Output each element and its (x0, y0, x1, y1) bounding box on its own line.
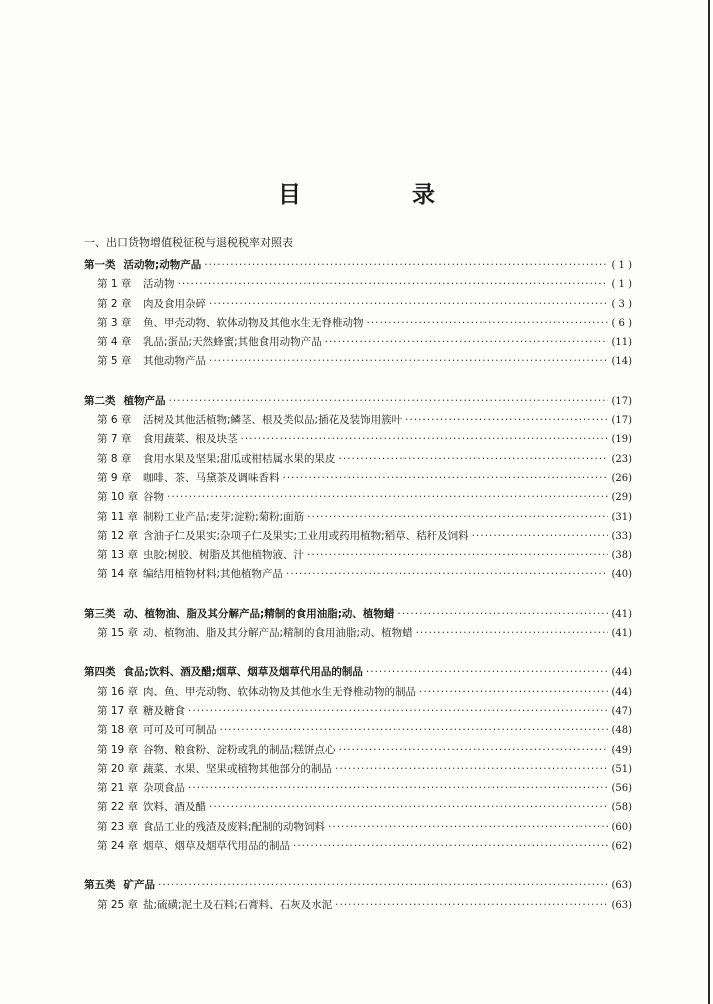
toc-entry-chapter[interactable] (84, 508, 632, 527)
chapter-title: 谷物 (143, 491, 164, 504)
page-title: 目 录 (278, 182, 479, 208)
leader-dots (220, 721, 609, 740)
page-number: (11) (611, 337, 632, 349)
chapter-number: 第 16 章 (97, 685, 139, 698)
leader-dots (209, 352, 608, 371)
chapter-title: 谷物、粮食粉、淀粉或乳的制品;糕饼点心 (143, 743, 336, 756)
page-number: ( 1 ) (611, 279, 632, 291)
page-number: (44) (611, 686, 632, 698)
chapter-title: 可可及可可制品 (143, 724, 217, 737)
category-title: 植物产品 (123, 394, 166, 407)
toc-entry-chapter[interactable] (84, 411, 632, 430)
category-1 (84, 256, 632, 372)
chapter-title: 活动物 (143, 278, 175, 291)
section-heading: 一、出口货物增值税征税与退税税率对照表 (84, 236, 293, 249)
leader-dots (419, 683, 608, 702)
category-number: 第二类 (84, 394, 116, 407)
toc-entry-chapter[interactable] (84, 760, 632, 779)
leader-dots (366, 663, 609, 682)
toc-entry-chapter[interactable] (84, 702, 632, 721)
leader-dots (397, 605, 608, 624)
leader-dots (169, 392, 609, 411)
toc-entry-chapter[interactable] (84, 741, 632, 760)
leader-dots (293, 837, 608, 856)
page-number: (17) (611, 395, 632, 407)
page-number: (31) (611, 511, 632, 523)
chapter-title: 虫胶;树胶、树脂及其他植物液、汁 (143, 549, 305, 562)
chapter-title: 肉及食用杂碎 (143, 297, 206, 310)
chapter-number: 第 7 章 (97, 433, 132, 446)
page-number: (62) (611, 841, 632, 853)
toc-entry-chapter[interactable] (84, 430, 632, 449)
toc-entry-category[interactable] (84, 605, 632, 624)
leader-dots (416, 624, 609, 643)
chapter-number: 第 14 章 (97, 568, 139, 581)
toc-entry-chapter[interactable] (84, 450, 632, 469)
page-number: (29) (611, 492, 632, 504)
leader-dots (167, 488, 608, 507)
toc-entry-chapter[interactable] (84, 295, 632, 314)
chapter-number: 第 5 章 (97, 355, 132, 368)
page-number: (58) (611, 802, 632, 814)
chapter-title: 含油子仁及果实;杂项子仁及果实;工业用或药用植物;稻草、秸秆及饲料 (143, 529, 469, 542)
toc-entry-category[interactable] (84, 256, 632, 275)
table-of-contents (84, 256, 632, 915)
category-3 (84, 605, 632, 644)
leader-dots (283, 469, 609, 488)
chapter-number: 第 21 章 (97, 782, 139, 795)
leader-dots (209, 295, 608, 314)
chapter-number: 第 12 章 (97, 529, 139, 542)
toc-entry-chapter[interactable] (84, 546, 632, 565)
page-number: ( 6 ) (611, 317, 632, 329)
toc-entry-chapter[interactable] (84, 779, 632, 798)
page-number: ( 1 ) (611, 260, 632, 271)
category-5 (84, 876, 632, 915)
chapter-number: 第 2 章 (97, 297, 132, 310)
page-number: (48) (611, 725, 632, 737)
chapter-number: 第 10 章 (97, 491, 139, 504)
chapter-title: 烟草、烟草及烟草代用品的制品 (143, 840, 290, 853)
leader-dots (472, 527, 609, 546)
toc-entry-category[interactable] (84, 876, 632, 895)
chapter-number: 第 18 章 (97, 724, 139, 737)
chapter-number: 第 22 章 (97, 801, 139, 814)
leader-dots (188, 702, 608, 721)
page-number: (23) (611, 453, 632, 465)
chapter-title: 杂项食品 (143, 782, 185, 795)
chapter-number: 第 17 章 (97, 704, 139, 717)
leader-dots (178, 275, 609, 294)
leader-dots (405, 411, 608, 430)
leader-dots (209, 798, 608, 817)
chapter-number: 第 8 章 (97, 452, 132, 465)
leader-dots (339, 741, 609, 760)
toc-entry-chapter[interactable] (84, 896, 632, 915)
page-number: (19) (611, 434, 632, 446)
chapter-number: 第 20 章 (97, 762, 139, 775)
toc-entry-chapter[interactable] (84, 721, 632, 740)
chapter-title: 鱼、甲壳动物、软体动物及其他水生无脊椎动物 (143, 316, 364, 329)
chapter-title: 食用水果及坚果;甜瓜或柑桔属水果的果皮 (143, 452, 336, 465)
toc-entry-chapter[interactable] (84, 837, 632, 856)
toc-entry-chapter[interactable] (84, 527, 632, 546)
toc-entry-chapter[interactable] (84, 469, 632, 488)
chapter-number: 第 9 章 (97, 471, 132, 484)
chapter-title: 制粉工业产品;麦芽;淀粉;菊粉;面筋 (143, 510, 305, 523)
leader-dots (328, 818, 608, 837)
page-number: (49) (611, 744, 632, 756)
page-number: (38) (611, 550, 632, 562)
chapter-title: 盐;硫磺;泥土及石料;石膏料、石灰及水泥 (143, 898, 333, 911)
page-number: ( 3 ) (611, 298, 632, 310)
page-number: (33) (611, 530, 632, 542)
chapter-title: 动、植物油、脂及其分解产品;精制的食用油脂;动、植物蜡 (143, 627, 413, 640)
category-number: 第四类 (84, 666, 116, 679)
leader-dots (307, 546, 608, 565)
chapter-title: 糖及糖食 (143, 704, 185, 717)
chapter-title: 咖啡、茶、马黛茶及调味香料 (143, 471, 280, 484)
toc-entry-chapter[interactable] (84, 683, 632, 702)
category-number: 第一类 (84, 259, 116, 271)
toc-entry-chapter[interactable] (84, 798, 632, 817)
page-number: (56) (611, 783, 632, 795)
category-number: 第五类 (84, 879, 116, 892)
toc-entry-chapter[interactable] (84, 275, 632, 294)
toc-entry-chapter[interactable] (84, 333, 632, 352)
page-number: (14) (611, 356, 632, 368)
chapter-title: 编结用植物材料;其他植物产品 (143, 568, 284, 581)
leader-dots (188, 779, 608, 798)
chapter-title: 活树及其他活植物;鳞茎、根及类似品;插花及装饰用簇叶 (143, 414, 403, 427)
leader-dots (339, 450, 609, 469)
toc-entry-chapter[interactable] (84, 488, 632, 507)
category-title: 活动物;动物产品 (123, 259, 202, 271)
category-title: 食品;饮料、酒及醋;烟草、烟草及烟草代用品的制品 (123, 666, 363, 679)
leader-dots (335, 760, 608, 779)
leader-dots (158, 876, 608, 895)
chapter-number: 第 3 章 (97, 316, 132, 329)
chapter-title: 乳品;蛋品;天然蜂蜜;其他食用动物产品 (143, 336, 322, 349)
chapter-title: 蔬菜、水果、坚果或植物其他部分的制品 (143, 762, 332, 775)
chapter-number: 第 13 章 (97, 549, 139, 562)
page-number: (60) (611, 821, 632, 833)
chapter-title: 饮料、酒及醋 (143, 801, 206, 814)
chapter-number: 第 19 章 (97, 743, 139, 756)
chapter-title: 食用蔬菜、根及块茎 (143, 433, 238, 446)
page-number: (41) (611, 608, 632, 620)
category-2 (84, 392, 632, 585)
leader-dots (367, 314, 609, 333)
leader-dots (307, 508, 608, 527)
chapter-title: 食品工业的残渣及废料;配制的动物饲料 (143, 820, 326, 833)
page-edge (708, 0, 710, 1004)
leader-dots (204, 256, 608, 275)
page-number: (44) (611, 667, 632, 679)
page-number: (63) (611, 899, 632, 911)
category-title: 矿产品 (123, 879, 155, 892)
toc-entry-chapter[interactable] (84, 624, 632, 643)
toc-entry-category[interactable] (84, 663, 632, 682)
page-number: (40) (611, 569, 632, 581)
toc-entry-category[interactable] (84, 392, 632, 411)
page-number: (47) (611, 705, 632, 717)
category-number: 第三类 (84, 607, 116, 620)
chapter-number: 第 1 章 (97, 278, 132, 291)
leader-dots (335, 896, 608, 915)
toc-entry-chapter[interactable] (84, 818, 632, 837)
chapter-number: 第 11 章 (97, 510, 139, 523)
chapter-number: 第 24 章 (97, 840, 139, 853)
page-number: (41) (611, 628, 632, 640)
toc-entry-chapter[interactable] (84, 314, 632, 333)
page-number: (63) (611, 880, 632, 892)
chapter-number: 第 23 章 (97, 820, 139, 833)
leader-dots (325, 333, 609, 352)
category-4 (84, 663, 632, 856)
toc-entry-chapter[interactable] (84, 352, 632, 371)
chapter-number: 第 15 章 (97, 627, 139, 640)
page-number: (17) (611, 415, 632, 427)
category-title: 动、植物油、脂及其分解产品;精制的食用油脂;动、植物蜡 (123, 607, 395, 620)
page-number: (26) (611, 472, 632, 484)
page-number: (51) (611, 763, 632, 775)
chapter-title: 肉、鱼、甲壳动物、软体动物及其他水生无脊椎动物的制品 (143, 685, 416, 698)
leader-dots (286, 565, 608, 584)
chapter-number: 第 6 章 (97, 414, 132, 427)
chapter-title: 其他动物产品 (143, 355, 206, 368)
toc-entry-chapter[interactable] (84, 565, 632, 584)
leader-dots (241, 430, 609, 449)
chapter-number: 第 4 章 (97, 336, 132, 349)
chapter-number: 第 25 章 (97, 898, 139, 911)
